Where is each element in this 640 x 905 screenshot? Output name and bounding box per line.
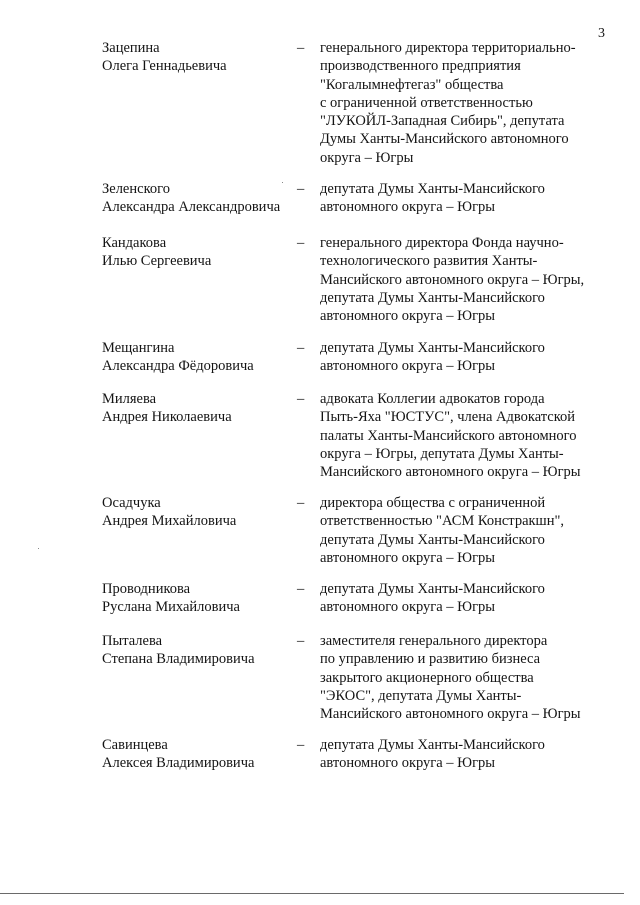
name-line: Осадчука — [102, 495, 161, 511]
dash-separator: – — [297, 181, 305, 197]
desc-line: Мансийского автономного округа – Югры, — [320, 271, 585, 288]
position-description — [320, 494, 620, 567]
desc-line: по управлению и развитию бизнеса — [320, 651, 541, 668]
position-description — [320, 580, 620, 617]
name-line: Зацепина — [102, 40, 160, 56]
desc-line: технологического развития Ханты- — [320, 253, 538, 270]
footer-rule — [0, 893, 624, 894]
desc-line: Мансийского автономного округа – Югры — [320, 464, 581, 481]
desc-line: автономного округа – Югры — [320, 549, 496, 566]
desc-line: генерального директора Фонда научно- — [320, 235, 564, 251]
name-line: Пыталева — [102, 633, 163, 649]
name-line: Андрея Николаевича — [102, 409, 232, 426]
name-line: Александра Фёдоровича — [102, 358, 254, 375]
name-line: Александра Александровича — [102, 199, 281, 216]
desc-line: "Когалымнефтегаз" общества — [320, 76, 504, 93]
name-line: Мещангина — [102, 340, 175, 356]
desc-line: депутата Думы Ханты-Мансийского — [320, 181, 545, 197]
scan-speck — [38, 548, 39, 549]
desc-line: округа – Югры, депутата Думы Ханты- — [320, 445, 564, 462]
name-line: Андрея Михайловича — [102, 513, 237, 530]
desc-line: депутата Думы Ханты-Мансийского — [320, 737, 545, 753]
person-name — [102, 180, 302, 217]
dash-separator: – — [297, 495, 305, 511]
name-line: Алексея Владимировича — [102, 755, 255, 772]
desc-line: генерального директора территориально- — [320, 40, 576, 56]
desc-line: адвоката Коллегии адвокатов города — [320, 391, 545, 407]
name-line: Савинцева — [102, 737, 168, 753]
dash-separator: – — [297, 40, 305, 56]
desc-line: с ограниченной ответственностью — [320, 94, 533, 111]
position-description — [320, 339, 620, 376]
desc-line: автономного округа – Югры — [320, 308, 496, 325]
desc-line: закрытого акционерного общества — [320, 669, 534, 686]
desc-line: депутата Думы Ханты-Мансийского — [320, 581, 545, 597]
position-description — [320, 39, 620, 167]
desc-line: автономного округа – Югры — [320, 599, 496, 616]
desc-line: Думы Ханты-Мансийского автономного — [320, 131, 569, 148]
person-name — [102, 580, 302, 617]
name-line: Руслана Михайловича — [102, 599, 240, 616]
name-line: Миляева — [102, 391, 157, 407]
dash-separator: – — [297, 633, 305, 649]
name-line: Степана Владимировича — [102, 651, 255, 668]
desc-line: депутата Думы Ханты-Мансийского — [320, 531, 545, 548]
desc-line: ответственностью "АСМ Констракшн", — [320, 513, 565, 530]
position-description — [320, 736, 620, 773]
scan-speck — [282, 182, 283, 183]
person-name — [102, 632, 302, 669]
desc-line: автономного округа – Югры — [320, 199, 496, 216]
dash-separator: – — [297, 235, 305, 251]
name-line: Зеленского — [102, 181, 170, 197]
dash-separator: – — [297, 737, 305, 753]
desc-line: директора общества с ограниченной — [320, 495, 546, 511]
position-description — [320, 632, 620, 723]
position-description — [320, 390, 620, 481]
person-name — [102, 234, 302, 271]
position-description — [320, 234, 620, 325]
name-line: Илью Сергеевича — [102, 253, 212, 270]
dash-separator: – — [297, 581, 305, 597]
desc-line: депутата Думы Ханты-Мансийского — [320, 340, 545, 356]
person-name — [102, 339, 302, 376]
desc-line: Пыть-Яха "ЮСТУС", члена Адвокатской — [320, 409, 576, 426]
desc-line: палаты Ханты-Мансийского автономного — [320, 427, 577, 444]
person-name — [102, 494, 302, 531]
desc-line: производственного предприятия — [320, 58, 521, 75]
page-number: 3 — [598, 26, 605, 41]
desc-line: депутата Думы Ханты-Мансийского — [320, 289, 545, 306]
desc-line: Мансийского автономного округа – Югры — [320, 706, 581, 723]
desc-line: автономного округа – Югры — [320, 755, 496, 772]
desc-line: "ЛУКОЙЛ-Западная Сибирь", депутата — [320, 113, 565, 130]
dash-separator: – — [297, 340, 305, 356]
desc-line: округа – Югры — [320, 149, 414, 166]
name-line: Кандакова — [102, 235, 167, 251]
dash-separator: – — [297, 391, 305, 407]
name-line: Проводникова — [102, 581, 191, 597]
person-name — [102, 39, 302, 76]
person-name — [102, 390, 302, 427]
desc-line: заместителя генерального директора — [320, 633, 548, 649]
desc-line: автономного округа – Югры — [320, 358, 496, 375]
name-line: Олега Геннадьевича — [102, 58, 227, 75]
position-description — [320, 180, 620, 217]
person-name — [102, 736, 302, 773]
desc-line: "ЭКОС", депутата Думы Ханты- — [320, 687, 522, 704]
